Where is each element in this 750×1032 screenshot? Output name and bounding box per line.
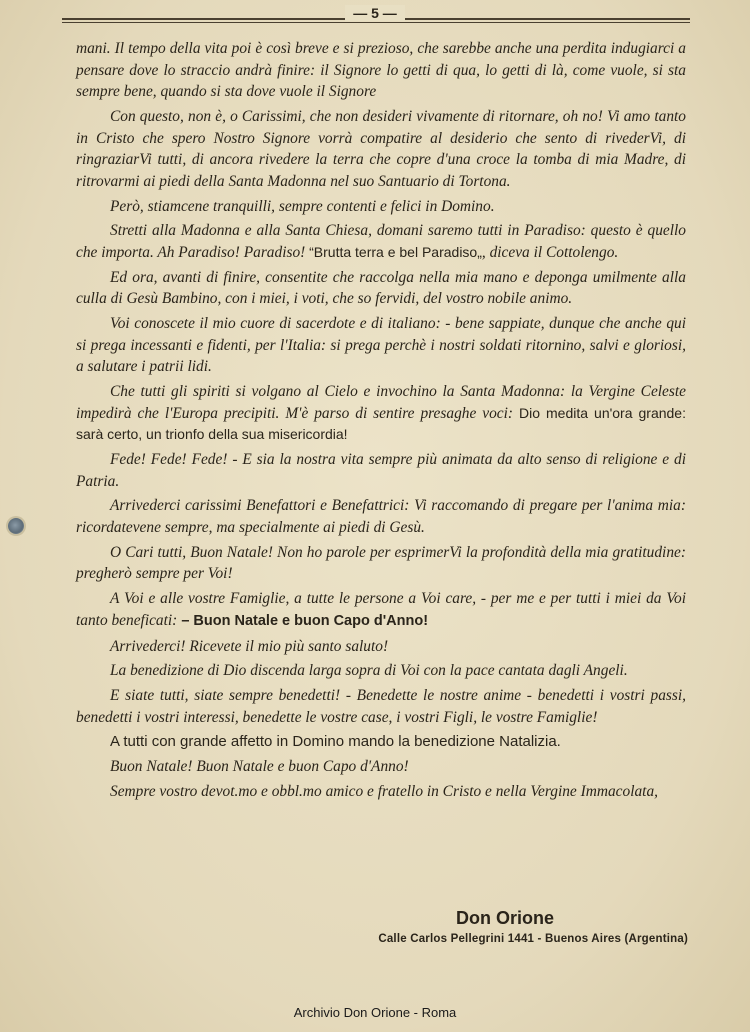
paragraph: Però, stiamcene tranquilli, sempre contenti e felici in Domino. <box>110 197 495 215</box>
paragraph: O Cari tutti, Buon Natale! Non ho parole per esprimerVi la profondità della mia gratitudine: pregherò sempre per Voi! <box>76 543 686 583</box>
paragraph: A tutti con grande affetto in Domino mando la benedizione Natalizia. <box>110 733 561 751</box>
paragraph: Che tutti gli spiriti si volgano al Cielo e invochino la Santa Madonna: la Vergine Celeste impedirà che l'Europa precipiti. M'è parso di sentire presaghe voci: Dio medita un'ora grande: sarà certo, un trionfo della sua misericordia! <box>76 383 686 443</box>
paragraph: Voi conoscete il mio cuore di sacerdote e di italiano: - bene sappiate, dunque che anche qui si prega incessanti e fidenti, per l'Italia: si prega perchè i nostri soldati ritornino, salvi e gloriosi, a salutare i patrii lidi. <box>76 315 686 376</box>
signature-name: Don Orione <box>456 908 554 928</box>
quoted-phrase: “Brutta terra e bel Paradiso„ <box>309 243 482 260</box>
greeting-bold: – Buon Natale e buon Capo d'Anno! <box>177 612 429 629</box>
paragraph: Sempre vostro devot.mo e obbl.mo amico e fratello in Cristo e nella Vergine Immacolata, <box>110 783 658 800</box>
roman-phrase: Dio medita un'ora grande: sarà certo, un trionfo della sua misericordia! <box>76 404 686 443</box>
paragraph: Arrivederci carissimi Benefattori e Benefattrici: Vi raccomando di pregare per l'anima mia: ricordatevene sempre, ma specialmente ai piedi di Gesù. <box>76 497 686 536</box>
archive-footer: Archivio Don Orione - Roma <box>293 1005 457 1020</box>
signature-address: Calle Carlos Pellegrini 1441 - Buenos Aires (Argentina) <box>378 933 688 945</box>
letter-body <box>76 38 686 806</box>
paragraph: Ed ora, avanti di finire, consentite che raccolga nella mia mano e deponga umilmente alla culla di Gesù Bambino, con i miei, i voti, che so fervidi, del vostro nobile animo. <box>76 268 686 308</box>
header-rule-thin <box>62 22 690 23</box>
paragraph: Con questo, non è, o Carissimi, che non desideri vivamente di ritornare, oh no! Vi amo tanto in Cristo che spero Nostro Signore vorrà compatire al desiderio che sento di rivederVi, di ringraziarVi tutti, di ancora rivedere la terra che copre d'una croce la tomba di mia Madre, di ritrovarmi ai piedi della Santa Madonna nel suo Santuario di Tortona. <box>76 107 686 190</box>
paragraph: Buon Natale! Buon Natale e buon Capo d'Anno! <box>110 758 409 776</box>
paragraph: mani. Il tempo della vita poi è così breve e si prezioso, che sarebbe anche una perdita indugiarci a pensare dove lo straccio andrà finire: il Signore lo getti di qua, lo getti di là, come vuole, si sta sempre bene, quando si sta dove vuole il Signore <box>76 40 686 101</box>
paragraph: Fede! Fede! Fede! - E sia la nostra vita sempre più animata da alto senso di religione e di Patria. <box>76 451 686 490</box>
signature-block <box>378 908 688 945</box>
paragraph: Stretti alla Madonna e alla Santa Chiesa, domani saremo tutti in Paradiso: questo è quello che importa. Ah Paradiso! Paradiso! “Brutta terra e bel Paradiso„, diceva il Cottolengo. <box>76 222 686 261</box>
paragraph: E siate tutti, siate sempre benedetti! - Benedette le nostre anime - benedetti i vostri passi, benedetti i vostri interessi, benedette le vostre case, i vostri Figli, le vostre Famiglie! <box>76 687 686 726</box>
binder-hole-icon <box>8 518 24 534</box>
paragraph: Arrivederci! Ricevete il mio più santo saluto! <box>110 637 389 655</box>
paragraph: A Voi e alle vostre Famiglie, a tutte le persone a Voi care, - per me e per tutti i miei da Voi tanto beneficati: – Buon Natale e buon Capo d'Anno! <box>76 590 686 629</box>
paragraph: La benedizione di Dio discenda larga sopra di Voi con la pace cantata dagli Angeli. <box>110 662 628 680</box>
page-number: — 5 — <box>0 5 750 21</box>
